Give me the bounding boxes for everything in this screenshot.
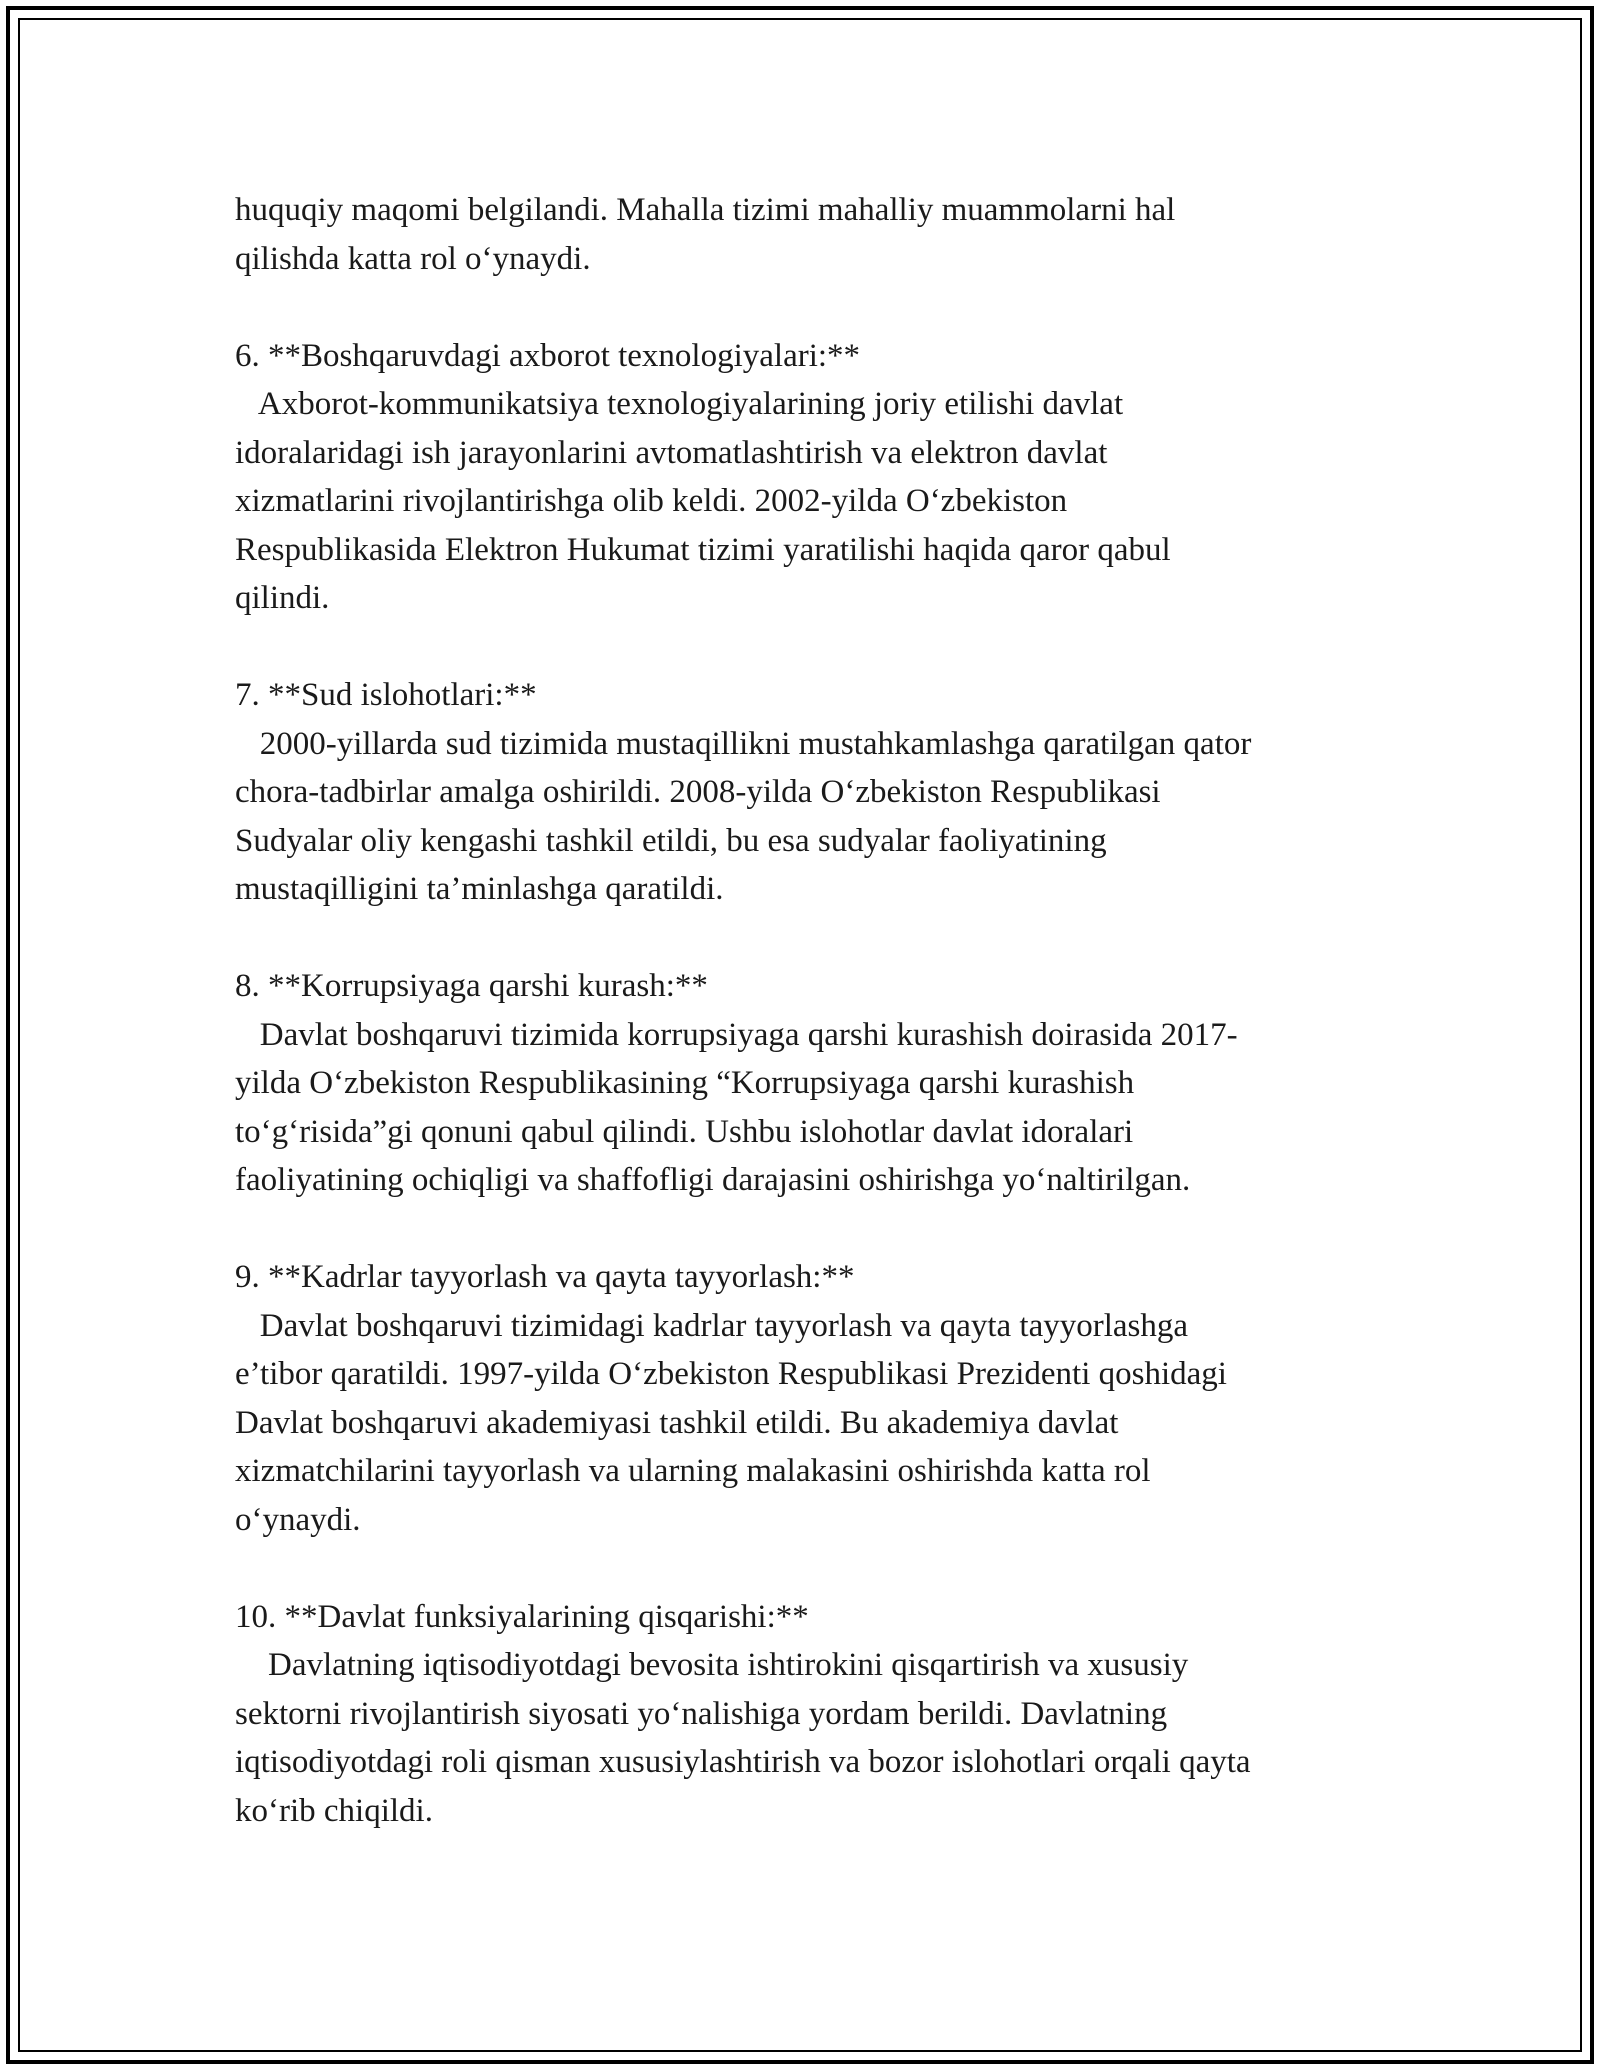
text-line: chora-tadbirlar amalga oshirildi. 2008-yilda O‘zbekiston Respublikasi	[235, 774, 1161, 810]
section-8	[235, 962, 1385, 1205]
section-10	[235, 1593, 1385, 1836]
document-body	[235, 186, 1385, 1835]
text-line: Davlatning iqtisodiyotdagi bevosita ishtirokini qisqartirish va xususiy	[235, 1647, 1189, 1683]
text-line: iqtisodiyotdagi roli qisman xususiylashtirish va bozor islohotlari orqali qayta	[235, 1744, 1251, 1780]
text-line: huquqiy maqomi belgilandi. Mahalla tizimi mahalliy muammolarni hal	[235, 192, 1176, 228]
text-line: qilishda katta rol o‘ynaydi.	[235, 240, 591, 277]
text-line: e’tibor qaratildi. 1997-yilda O‘zbekiston Respublikasi Prezidenti qoshidagi	[235, 1356, 1227, 1392]
paragraph-gap	[235, 1205, 1385, 1254]
text-line: o‘ynaydi.	[235, 1501, 361, 1538]
text-line: xizmatchilarini tayyorlash va ularning malakasini oshirishda katta rol	[235, 1453, 1151, 1489]
text-line: mustaqilligini ta’minlashga qaratildi.	[235, 871, 724, 907]
text-line: Sudyalar oliy kengashi tashkil etildi, bu esa sudyalar faoliyatining	[235, 822, 1107, 859]
paragraph-gap	[235, 623, 1385, 672]
section-heading: 6. **Boshqaruvdagi axborot texnologiyalari:**	[235, 337, 861, 374]
intro-paragraph	[235, 186, 1385, 283]
section-7	[235, 671, 1385, 914]
section-6	[235, 332, 1385, 623]
text-line: Davlat boshqaruvi akademiyasi tashkil etildi. Bu akademiya davlat	[235, 1404, 1119, 1441]
text-line: Davlat boshqaruvi tizimidagi kadrlar tayyorlash va qayta tayyorlashga	[235, 1307, 1189, 1344]
text-line: Davlat boshqaruvi tizimida korrupsiyaga qarshi kurashish doirasida 2017-	[235, 1016, 1238, 1053]
text-line: Axborot-kommunikatsiya texnologiyalarining joriy etilishi davlat	[235, 386, 1124, 422]
section-heading: 10. **Davlat funksiyalarining qisqarishi:**	[235, 1598, 809, 1635]
paragraph-gap	[235, 914, 1385, 963]
section-heading: 7. **Sud islohotlari:**	[235, 677, 537, 713]
text-line: qilindi.	[235, 580, 330, 616]
section-9	[235, 1253, 1385, 1544]
section-heading: 9. **Kadrlar tayyorlash va qayta tayyorlash:**	[235, 1259, 855, 1295]
text-line: xizmatlarini rivojlantirishga olib keldi. 2002-yilda O‘zbekiston	[235, 483, 1068, 519]
text-line: faoliyatining ochiqligi va shaffofligi darajasini oshirishga yo‘naltirilgan.	[235, 1162, 1191, 1198]
text-line: sektorni rivojlantirish siyosati yo‘nalishiga yordam berildi. Davlatning	[235, 1695, 1168, 1732]
section-heading: 8. **Korrupsiyaga qarshi kurash:**	[235, 968, 708, 1004]
text-line: idoralaridagi ish jarayonlarini avtomatlashtirish va elektron davlat	[235, 434, 1108, 471]
text-line: 2000-yillarda sud tizimida mustaqillikni mustahkamlashga qaratilgan qator	[235, 725, 1252, 762]
text-line: to‘g‘risida”gi qonuni qabul qilindi. Ushbu islohotlar davlat idoralari	[235, 1113, 1134, 1150]
paragraph-gap	[235, 1544, 1385, 1593]
text-line: Respublikasida Elektron Hukumat tizimi yaratilishi haqida qaror qabul	[235, 531, 1171, 568]
text-line: ko‘rib chiqildi.	[235, 1792, 433, 1829]
text-line: yilda O‘zbekiston Respublikasining “Korrupsiyaga qarshi kurashish	[235, 1065, 1135, 1101]
paragraph-gap	[235, 283, 1385, 332]
